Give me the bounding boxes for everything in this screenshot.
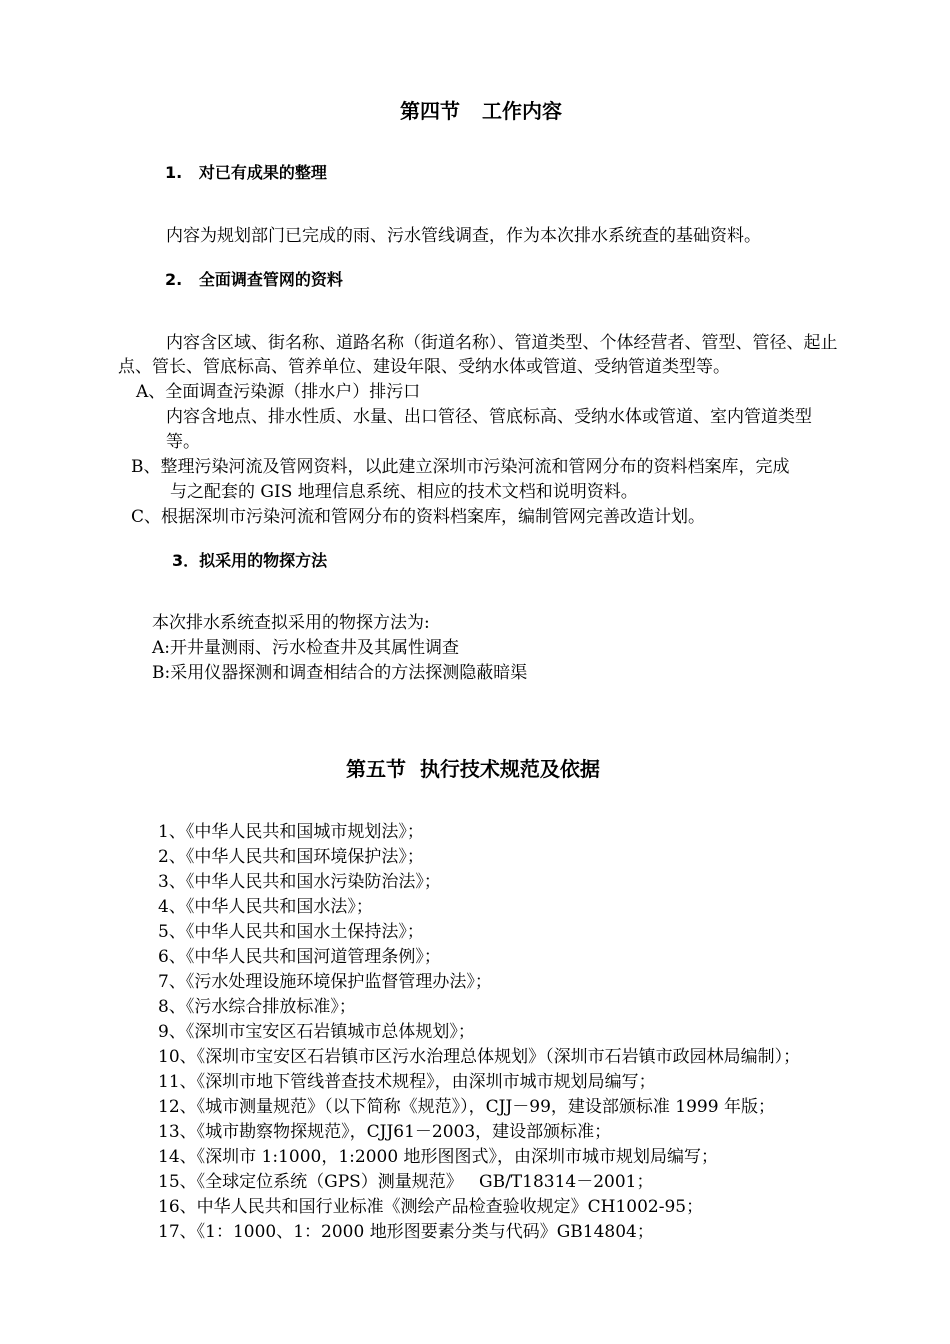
section-4-title [400,97,562,125]
reference-item: 11、《深圳市地下管线普查技术规程》，由深圳市城市规划局编写； [158,1072,656,1092]
heading-2: 2. 全面调查管网的资料 [165,270,343,289]
section-5-title: 第五节 执行技术规范及依据 [346,757,600,781]
reference-item: 6、《中华人民共和国河道管理条例》； [158,947,441,967]
paragraph-3-line-2: A:开井量测雨、污水检查井及其属性调查 [152,638,460,658]
reference-item: 17、《1：1000、1：2000 地形图要素分类与代码》GB14804； [158,1222,654,1242]
paragraph-1: 内容为规划部门已完成的雨、污水管线调查，作为本次排水系统查的基础资料。 [166,226,761,246]
reference-item: 2、《中华人民共和国环境保护法》； [158,847,424,867]
item-b-line-2: 与之配套的 GIS 地理信息系统、相应的技术文档和说明资料。 [170,482,638,502]
reference-item: 10、《深圳市宝安区石岩镇市区污水治理总体规划》（深圳市石岩镇市政园林局编制）； [158,1047,801,1067]
reference-item: 15、《全球定位系统（GPS）测量规范》 GB/T18314－2001； [158,1172,654,1192]
reference-item: 8、《污水综合排放标准》； [158,997,356,1017]
reference-item: 9、《深圳市宝安区石岩镇城市总体规划》； [158,1022,475,1042]
reference-item: 1、《中华人民共和国城市规划法》； [158,822,424,842]
reference-item: 3、《中华人民共和国水污染防治法》； [158,872,441,892]
item-a-line-1: A、全面调查污染源（排水户）排污口 [136,382,421,402]
section-4-title-text: 工作内容 [482,99,562,123]
item-a-line-3: 等。 [166,432,200,452]
item-c-line-1: C、根据深圳市污染河流和管网分布的资料档案库，编制管网完善改造计划。 [131,507,706,527]
heading-3: 3．拟采用的物探方法 [172,551,328,570]
reference-item: 13、《城市勘察物探规范》，CJJ61－2003，建设部颁标准； [158,1122,612,1142]
paragraph-2-line-1: 内容含区域、街名称、道路名称（街道名称）、管道类型、个体经营者、管型、管径、起止 [166,333,838,353]
item-b-line-1: B、整理污染河流及管网资料，以此建立深圳市污染河流和管网分布的资料档案库，完成 [131,457,790,477]
paragraph-3-line-3: B:采用仪器探测和调查相结合的方法探测隐蔽暗渠 [152,663,528,683]
heading-1: 1. 对已有成果的整理 [165,163,327,182]
reference-item: 4、《中华人民共和国水法》； [158,897,373,917]
reference-item: 12、《城市测量规范》（以下简称《规范》），CJJ－99，建设部颁标准 1999 年版； [158,1097,775,1117]
reference-item: 16、中华人民共和国行业标准《测绘产品检查验收规定》CH1002-95； [158,1197,704,1217]
paragraph-3-line-1: 本次排水系统查拟采用的物探方法为: [152,613,430,633]
paragraph-2-line-2: 点、管长、管底标高、管养单位、建设年限、受纳水体或管道、受纳管道类型等。 [118,357,730,377]
reference-item: 5、《中华人民共和国水土保持法》； [158,922,424,942]
reference-item: 14、《深圳市 1:1000，1:2000 地形图图式》，由深圳市城市规划局编写； [158,1147,719,1167]
reference-item: 7、《污水处理设施环境保护监督管理办法》； [158,972,492,992]
item-a-line-2: 内容含地点、排水性质、水量、出口管径、管底标高、受纳水体或管道、室内管道类型 [166,407,812,427]
section-4-title-number: 第四节 [400,99,460,123]
